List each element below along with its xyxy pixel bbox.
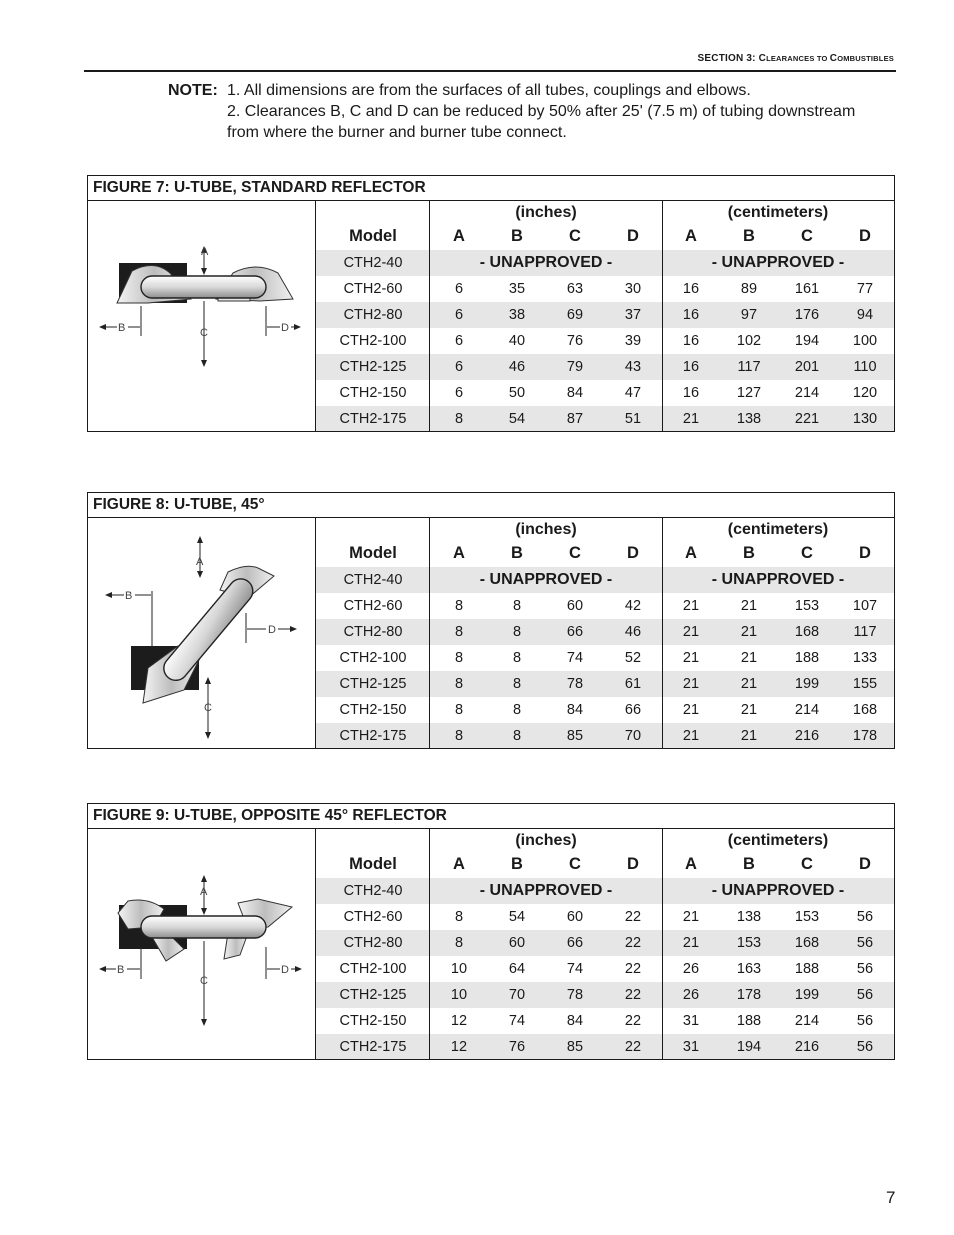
table-row <box>316 930 894 956</box>
value-cell: 21 <box>682 624 700 640</box>
value-cell: 60 <box>566 598 584 614</box>
value-cell: 194 <box>794 333 820 349</box>
value-cell: 199 <box>794 987 820 1003</box>
value-cell: 56 <box>856 1013 874 1029</box>
value-cell: 16 <box>682 333 700 349</box>
value-cell: 21 <box>682 598 700 614</box>
model-cell: CTH2-150 <box>339 702 407 718</box>
model-cell: CTH2-150 <box>339 1013 407 1029</box>
table-row <box>316 302 894 328</box>
table-row <box>316 328 894 354</box>
column-heading-a: A <box>685 544 697 562</box>
value-cell: 110 <box>853 359 877 375</box>
value-cell: 8 <box>454 676 464 692</box>
value-cell: 16 <box>682 307 700 323</box>
model-heading: Model <box>349 855 397 873</box>
value-cell: 178 <box>852 728 878 744</box>
value-cell: 8 <box>512 728 522 744</box>
table-row <box>316 723 894 748</box>
table-row <box>316 619 894 645</box>
value-cell: 94 <box>856 307 874 323</box>
value-cell: 168 <box>794 624 820 640</box>
model-cell: CTH2-80 <box>343 935 403 951</box>
value-cell: 117 <box>853 624 877 640</box>
value-cell: 66 <box>624 702 642 718</box>
value-cell: 153 <box>736 935 762 951</box>
value-cell: 26 <box>682 961 700 977</box>
model-cell: CTH2-40 <box>343 255 403 271</box>
column-heading-a: A <box>453 544 465 562</box>
value-cell: 21 <box>682 909 700 925</box>
value-cell: 8 <box>512 598 522 614</box>
value-cell: 16 <box>682 359 700 375</box>
value-cell: 51 <box>624 411 642 427</box>
value-cell: 21 <box>682 728 700 744</box>
label-c: C <box>200 327 208 339</box>
value-cell: 120 <box>852 385 878 401</box>
value-cell: 89 <box>740 281 758 297</box>
table-row <box>316 593 894 619</box>
value-cell: 8 <box>454 935 464 951</box>
value-cell: 16 <box>682 385 700 401</box>
column-heading-c: C <box>801 544 813 562</box>
table-row <box>316 645 894 671</box>
column-heading-b: B <box>743 544 755 562</box>
value-cell: 38 <box>508 307 526 323</box>
label-b: B <box>125 590 133 602</box>
column-heading-d: D <box>859 227 871 245</box>
value-cell: 78 <box>566 676 584 692</box>
figure-title: FIGURE 9: U-TUBE, OPPOSITE 45° REFLECTOR <box>88 804 894 829</box>
value-cell: 22 <box>624 987 642 1003</box>
model-cell: CTH2-60 <box>343 909 403 925</box>
value-cell: 161 <box>794 281 820 297</box>
value-cell: 8 <box>512 624 522 640</box>
column-divider <box>429 518 430 748</box>
value-cell: 60 <box>508 935 526 951</box>
section-heading: SECTION 3: CLEARANCES TO COMBUSTIBLES <box>697 53 894 64</box>
value-cell: 31 <box>682 1013 700 1029</box>
value-cell: 69 <box>566 307 584 323</box>
inches-heading: (inches) <box>515 832 577 849</box>
table-row <box>316 1034 894 1059</box>
table-row <box>316 1008 894 1034</box>
value-cell: 199 <box>794 676 820 692</box>
table-row <box>316 982 894 1008</box>
value-cell: 66 <box>566 935 584 951</box>
value-cell: 8 <box>454 624 464 640</box>
value-cell: 39 <box>624 333 642 349</box>
value-cell: 10 <box>450 987 468 1003</box>
value-cell: 74 <box>566 961 584 977</box>
value-cell: 76 <box>508 1039 526 1055</box>
centimeters-heading: (centimeters) <box>727 521 829 538</box>
model-cell: CTH2-60 <box>343 281 403 297</box>
table-row <box>316 276 894 302</box>
value-cell: 117 <box>737 359 761 375</box>
column-divider <box>662 518 663 748</box>
value-cell: 46 <box>624 624 642 640</box>
value-cell: 102 <box>736 333 762 349</box>
value-cell: 56 <box>856 909 874 925</box>
u-tube-45-degree-diagram <box>88 518 316 748</box>
value-cell: 8 <box>454 598 464 614</box>
value-cell: 221 <box>794 411 820 427</box>
figure-7 <box>87 175 895 432</box>
clearance-table <box>316 518 894 748</box>
centimeters-heading: (centimeters) <box>727 832 829 849</box>
unapproved-label: - UNAPPROVED - <box>711 254 845 271</box>
label-a: A <box>200 886 208 898</box>
model-cell: CTH2-125 <box>339 676 407 692</box>
label-d: D <box>281 964 289 976</box>
label-b: B <box>118 322 126 334</box>
column-heading-c: C <box>569 855 581 873</box>
unapproved-label: - UNAPPROVED - <box>479 254 613 271</box>
note-label: NOTE: <box>168 82 218 99</box>
value-cell: 22 <box>624 1013 642 1029</box>
value-cell: 54 <box>508 909 526 925</box>
model-cell: CTH2-60 <box>343 598 403 614</box>
value-cell: 21 <box>740 598 758 614</box>
inches-heading: (inches) <box>515 204 577 221</box>
centimeters-heading: (centimeters) <box>727 204 829 221</box>
model-cell: CTH2-125 <box>339 359 407 375</box>
value-cell: 76 <box>566 333 584 349</box>
value-cell: 84 <box>566 1013 584 1029</box>
value-cell: 84 <box>566 702 584 718</box>
value-cell: 8 <box>454 702 464 718</box>
model-cell: CTH2-150 <box>339 385 407 401</box>
value-cell: 6 <box>454 281 464 297</box>
column-heading-c: C <box>801 855 813 873</box>
value-cell: 216 <box>794 728 820 744</box>
page-number: 7 <box>886 1188 896 1207</box>
value-cell: 42 <box>624 598 642 614</box>
value-cell: 214 <box>794 1013 820 1029</box>
label-a: A <box>201 246 209 258</box>
column-divider <box>662 829 663 1059</box>
value-cell: 21 <box>682 411 700 427</box>
value-cell: 61 <box>624 676 642 692</box>
table-row <box>316 956 894 982</box>
value-cell: 21 <box>740 650 758 666</box>
value-cell: 60 <box>566 909 584 925</box>
value-cell: 8 <box>512 676 522 692</box>
value-cell: 155 <box>852 676 878 692</box>
value-cell: 188 <box>794 650 820 666</box>
value-cell: 22 <box>624 961 642 977</box>
value-cell: 78 <box>566 987 584 1003</box>
model-cell: CTH2-125 <box>339 987 407 1003</box>
value-cell: 168 <box>794 935 820 951</box>
model-cell: CTH2-40 <box>343 883 403 899</box>
value-cell: 21 <box>682 702 700 718</box>
label-a: A <box>196 556 204 568</box>
value-cell: 56 <box>856 987 874 1003</box>
column-heading-d: D <box>859 544 871 562</box>
unapproved-label: - UNAPPROVED - <box>711 571 845 588</box>
model-cell: CTH2-100 <box>339 333 407 349</box>
column-heading-b: B <box>511 544 523 562</box>
value-cell: 216 <box>794 1039 820 1055</box>
figure-title: FIGURE 7: U-TUBE, STANDARD REFLECTOR <box>88 176 894 201</box>
value-cell: 70 <box>508 987 526 1003</box>
value-cell: 22 <box>624 935 642 951</box>
clearance-table <box>316 201 894 431</box>
column-heading-d: D <box>627 544 639 562</box>
value-cell: 163 <box>736 961 762 977</box>
value-cell: 130 <box>852 411 878 427</box>
column-divider <box>662 201 663 431</box>
value-cell: 56 <box>856 961 874 977</box>
column-heading-d: D <box>627 855 639 873</box>
value-cell: 54 <box>508 411 526 427</box>
value-cell: 64 <box>508 961 526 977</box>
value-cell: 70 <box>624 728 642 744</box>
table-row <box>316 567 894 593</box>
model-cell: CTH2-100 <box>339 961 407 977</box>
value-cell: 74 <box>508 1013 526 1029</box>
value-cell: 127 <box>736 385 762 401</box>
value-cell: 6 <box>454 307 464 323</box>
column-heading-c: C <box>569 544 581 562</box>
value-cell: 35 <box>508 281 526 297</box>
value-cell: 77 <box>856 281 874 297</box>
model-cell: CTH2-175 <box>339 1039 407 1055</box>
value-cell: 16 <box>682 281 700 297</box>
value-cell: 22 <box>624 909 642 925</box>
column-heading-b: B <box>511 227 523 245</box>
model-cell: CTH2-175 <box>339 728 407 744</box>
value-cell: 21 <box>740 676 758 692</box>
value-cell: 153 <box>794 909 820 925</box>
value-cell: 46 <box>508 359 526 375</box>
value-cell: 6 <box>454 385 464 401</box>
value-cell: 8 <box>512 702 522 718</box>
column-divider <box>429 829 430 1059</box>
model-heading: Model <box>349 544 397 562</box>
label-c: C <box>204 702 212 714</box>
value-cell: 133 <box>852 650 878 666</box>
note-line: 2. Clearances B, C and D can be reduced by 50% after 25' (7.5 m) of tubing downstream <box>227 103 856 120</box>
value-cell: 74 <box>566 650 584 666</box>
value-cell: 21 <box>740 728 758 744</box>
value-cell: 40 <box>508 333 526 349</box>
value-cell: 47 <box>624 385 642 401</box>
value-cell: 31 <box>682 1039 700 1055</box>
value-cell: 37 <box>624 307 642 323</box>
model-cell: CTH2-40 <box>343 572 403 588</box>
column-heading-d: D <box>627 227 639 245</box>
value-cell: 138 <box>736 909 762 925</box>
table-row <box>316 697 894 723</box>
column-heading-a: A <box>453 227 465 245</box>
value-cell: 8 <box>454 909 464 925</box>
value-cell: 21 <box>682 676 700 692</box>
value-cell: 85 <box>566 1039 584 1055</box>
value-cell: 153 <box>794 598 820 614</box>
model-cell: CTH2-80 <box>343 624 403 640</box>
table-row <box>316 671 894 697</box>
label-b: B <box>117 964 125 976</box>
value-cell: 8 <box>512 650 522 666</box>
value-cell: 100 <box>852 333 878 349</box>
page-header <box>84 52 896 72</box>
column-divider <box>429 201 430 431</box>
value-cell: 8 <box>454 411 464 427</box>
value-cell: 63 <box>566 281 584 297</box>
column-heading-b: B <box>743 855 755 873</box>
column-heading-c: C <box>569 227 581 245</box>
value-cell: 97 <box>740 307 758 323</box>
table-row <box>316 406 894 431</box>
clearance-table <box>316 829 894 1059</box>
value-cell: 22 <box>624 1039 642 1055</box>
value-cell: 6 <box>454 333 464 349</box>
figure-9 <box>87 803 895 1060</box>
value-cell: 84 <box>566 385 584 401</box>
value-cell: 21 <box>682 650 700 666</box>
model-heading: Model <box>349 227 397 245</box>
unapproved-label: - UNAPPROVED - <box>479 571 613 588</box>
unapproved-label: - UNAPPROVED - <box>479 882 613 899</box>
value-cell: 12 <box>450 1013 468 1029</box>
value-cell: 214 <box>794 385 820 401</box>
table-row <box>316 904 894 930</box>
unapproved-label: - UNAPPROVED - <box>711 882 845 899</box>
value-cell: 50 <box>508 385 526 401</box>
figure-8 <box>87 492 895 749</box>
column-heading-a: A <box>685 227 697 245</box>
note-line: 1. All dimensions are from the surfaces of all tubes, couplings and elbows. <box>227 82 751 99</box>
value-cell: 178 <box>736 987 762 1003</box>
value-cell: 168 <box>852 702 878 718</box>
label-d: D <box>268 624 276 636</box>
model-cell: CTH2-80 <box>343 307 403 323</box>
table-row <box>316 354 894 380</box>
note-line: from where the burner and burner tube connect. <box>227 124 567 141</box>
value-cell: 85 <box>566 728 584 744</box>
value-cell: 8 <box>454 728 464 744</box>
value-cell: 52 <box>624 650 642 666</box>
model-cell: CTH2-175 <box>339 411 407 427</box>
value-cell: 201 <box>794 359 820 375</box>
label-d: D <box>281 322 289 334</box>
column-heading-a: A <box>453 855 465 873</box>
value-cell: 56 <box>856 1039 874 1055</box>
value-cell: 21 <box>740 702 758 718</box>
model-cell: CTH2-100 <box>339 650 407 666</box>
value-cell: 56 <box>856 935 874 951</box>
value-cell: 79 <box>566 359 584 375</box>
value-cell: 188 <box>794 961 820 977</box>
table-row <box>316 878 894 904</box>
value-cell: 188 <box>736 1013 762 1029</box>
value-cell: 30 <box>624 281 642 297</box>
u-tube-standard-reflector-diagram <box>88 201 316 431</box>
value-cell: 8 <box>454 650 464 666</box>
figure-title: FIGURE 8: U-TUBE, 45° <box>88 493 894 518</box>
column-heading-c: C <box>801 227 813 245</box>
value-cell: 87 <box>566 411 584 427</box>
value-cell: 12 <box>450 1039 468 1055</box>
label-c: C <box>200 975 208 987</box>
table-row <box>316 250 894 276</box>
value-cell: 6 <box>454 359 464 375</box>
column-heading-d: D <box>859 855 871 873</box>
column-heading-b: B <box>743 227 755 245</box>
value-cell: 194 <box>736 1039 762 1055</box>
inches-heading: (inches) <box>515 521 577 538</box>
column-heading-b: B <box>511 855 523 873</box>
value-cell: 176 <box>794 307 820 323</box>
value-cell: 214 <box>794 702 820 718</box>
u-tube-opposite-45-reflector-diagram <box>88 829 316 1059</box>
value-cell: 107 <box>852 598 878 614</box>
value-cell: 21 <box>740 624 758 640</box>
value-cell: 10 <box>450 961 468 977</box>
value-cell: 66 <box>566 624 584 640</box>
value-cell: 43 <box>624 359 642 375</box>
column-heading-a: A <box>685 855 697 873</box>
value-cell: 21 <box>682 935 700 951</box>
table-row <box>316 380 894 406</box>
value-cell: 138 <box>736 411 762 427</box>
value-cell: 26 <box>682 987 700 1003</box>
